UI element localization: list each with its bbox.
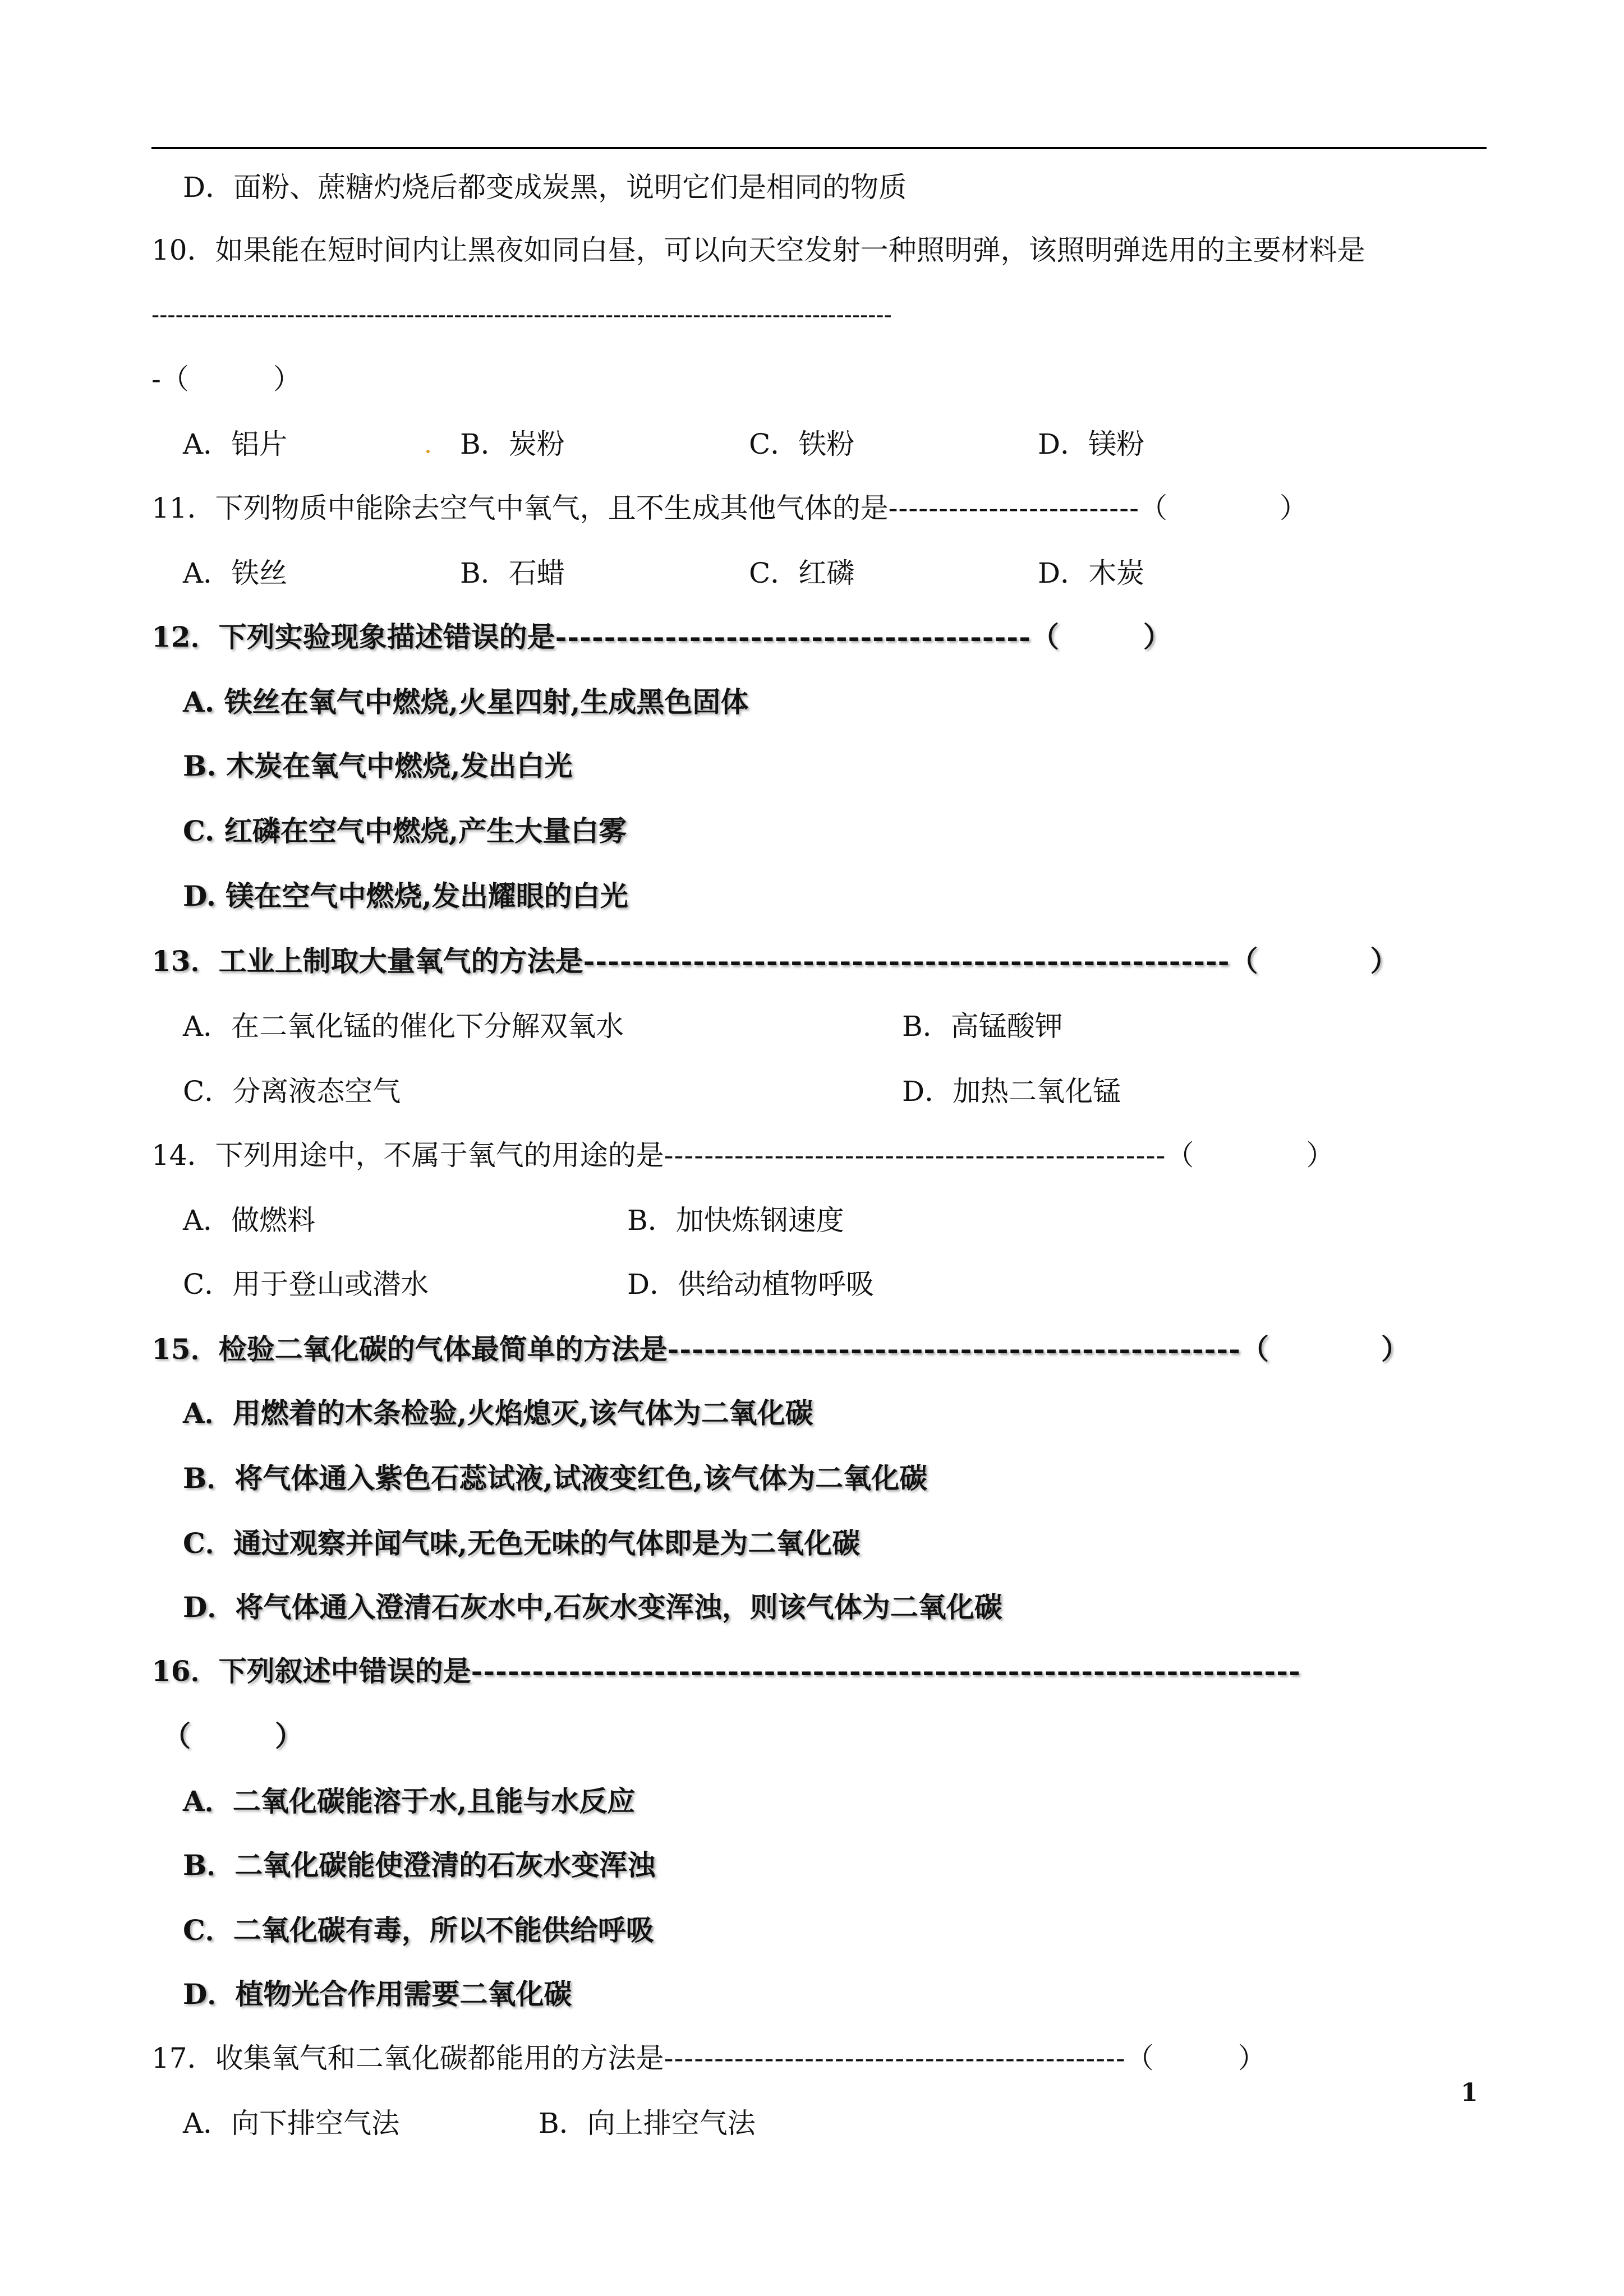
q15-line [151, 1329, 1409, 1370]
q12-line [151, 617, 1171, 657]
q12-option-a: A. 铁丝在氧气中燃烧,火星四射,生成黑色固体 [183, 685, 749, 718]
q16-option-a: A．二氧化碳能溶于水,且能与水反应 [183, 1785, 636, 1818]
q16-line [151, 1651, 1301, 1691]
q13-option-b: B．高锰酸钾 [902, 1010, 1063, 1043]
q10-stem: 10．如果能在短时间内让黑夜如同白昼，可以向天空发射一种照明弹，该照明弹选用的主要材料是 [151, 234, 1365, 266]
q15-option-a: A．用燃着的木条检验,火焰熄灭,该气体为二氧化碳 [183, 1396, 813, 1430]
q9-option-d: D．面粉、蔗糖灼烧后都变成炭黑，说明它们是相同的物质 [183, 171, 907, 204]
q16-option-c: C．二氧化碳有毒，所以不能供给呼吸 [183, 1914, 654, 1947]
q12-bracket: （ ） [1030, 620, 1171, 653]
q16-stem: 16．下列叙述中错误的是 [151, 1654, 471, 1688]
q13-option-d: D．加热二氧化锰 [902, 1075, 1121, 1108]
stray-mark [426, 450, 430, 453]
page-number: 1 [1461, 2078, 1478, 2107]
q12-option-d: D. 镁在空气中燃烧,发出耀眼的白光 [183, 879, 628, 912]
q10-option-c: C．铁粉 [749, 428, 855, 460]
header-rule [151, 147, 1487, 149]
q11-stem: 11．下列物质中能除去空气中氧气，且不生成其他气体的是 [151, 492, 889, 524]
q14-line [151, 1135, 1334, 1175]
q16-option-b: B．二氧化碳能使澄清的石灰水变浑浊 [183, 1848, 656, 1882]
q15-option-b: B．将气体通入紫色石蕊试液,试液变红色,该气体为二氧化碳 [183, 1461, 928, 1495]
q10-dashes: --------------------------------------------------------------------------------------------- [151, 301, 892, 328]
q14-option-b: B．加快炼钢速度 [627, 1204, 844, 1237]
q16-dashes: -------------------------------------------------------------------- [471, 1654, 1301, 1688]
q13-line [151, 941, 1398, 981]
q10-option-b: B．炭粉 [460, 428, 565, 460]
q16-bracket: （ ） [163, 1719, 303, 1753]
q12-option-b: B. 木炭在氧气中燃烧,发出白光 [183, 749, 573, 782]
q12-option-c: C. 红磷在空气中燃烧,产生大量白雾 [183, 814, 627, 847]
q17-option-a: A．向下排空气法 [183, 2107, 400, 2140]
q10-option-a: A．铝片 [183, 428, 288, 460]
q11-option-c: C．红磷 [749, 557, 855, 589]
q15-stem: 15．检验二氧化碳的气体最简单的方法是 [151, 1333, 668, 1366]
q14-option-c: C．用于登山或潜水 [183, 1268, 429, 1301]
q14-stem: 14．下列用途中，不属于氧气的用途的是 [151, 1139, 664, 1172]
q13-stem: 13．工业上制取大量氧气的方法是 [151, 944, 583, 978]
q12-dashes: --------------------------------------- [555, 620, 1031, 653]
q11-option-d: D．木炭 [1038, 557, 1145, 589]
q11-bracket: （ ） [1139, 492, 1308, 524]
q12-stem: 12．下列实验现象描述错误的是 [151, 620, 555, 653]
q17-bracket: （ ） [1125, 2042, 1266, 2074]
q15-option-c: C．通过观察并闻气味,无色无味的气体即是为二氧化碳 [183, 1527, 861, 1560]
q11-line [151, 488, 1308, 528]
q17-stem: 17．收集氧气和二氧化碳都能用的方法是 [151, 2042, 664, 2074]
q13-option-a: A．在二氧化锰的催化下分解双氧水 [183, 1010, 624, 1043]
q10-bracket: -（ ） [151, 363, 301, 395]
q15-option-d: D．将气体通入澄清石灰水中,石灰水变浑浊，则该气体为二氧化碳 [183, 1590, 1002, 1624]
q17-line [151, 2038, 1266, 2078]
q16-option-d: D．植物光合作用需要二氧化碳 [183, 1977, 572, 2011]
q11-dashes: ------------------------- [888, 492, 1139, 524]
q13-bracket: （ ） [1230, 944, 1398, 978]
q17-dashes: ---------------------------------------------- [664, 2042, 1126, 2074]
q15-bracket: （ ） [1240, 1333, 1409, 1366]
q14-option-a: A．做燃料 [183, 1204, 316, 1237]
q17-option-b: B．向上排空气法 [539, 2107, 756, 2140]
q10-option-d: D．镁粉 [1038, 428, 1145, 460]
q14-option-d: D．供给动植物呼吸 [627, 1268, 875, 1301]
q11-option-b: B．石蜡 [460, 557, 565, 589]
q11-option-a: A．铁丝 [183, 557, 288, 589]
q13-dashes: ----------------------------------------------------- [583, 944, 1230, 978]
q15-dashes: ----------------------------------------------- [667, 1333, 1241, 1366]
q14-bracket: （ ） [1166, 1139, 1335, 1172]
q14-dashes: -------------------------------------------------- [664, 1139, 1166, 1172]
q13-option-c: C．分离液态空气 [183, 1075, 401, 1108]
